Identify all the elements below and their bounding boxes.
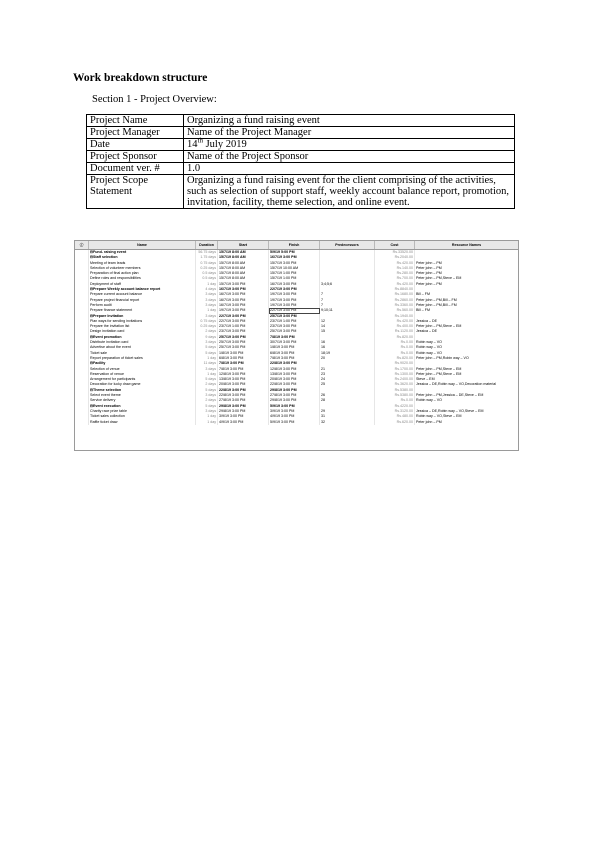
task-name[interactable]: Arrangement for participants [89, 377, 196, 382]
task-resources[interactable]: Peter john – PM,Robin way – VO [416, 355, 469, 360]
task-start[interactable]: 6/8/19 3:00 PM [218, 356, 269, 361]
task-predecessors[interactable]: 16 [320, 340, 375, 345]
task-duration[interactable]: 1 day [196, 356, 218, 361]
task-finish[interactable]: 19/7/19 3:00 PM [269, 298, 320, 303]
task-cost[interactable]: Rs.1680.00 [375, 292, 415, 297]
task-name[interactable]: Design invitation card [89, 329, 196, 334]
task-cost[interactable]: Rs.2400.00 [375, 377, 415, 382]
task-finish[interactable]: 25/7/19 3:00 PM [269, 314, 320, 319]
task-cost[interactable]: Rs.620.00 [375, 420, 415, 425]
task-predecessors[interactable]: 3;4;5;6 [320, 282, 375, 287]
task-cost[interactable]: Rs.700.00 [375, 276, 415, 281]
task-duration[interactable]: 1 day [196, 282, 218, 287]
task-predecessors[interactable]: 21 [320, 367, 375, 372]
task-name[interactable]: Meeting of team leads [89, 261, 196, 266]
project-overview-table [86, 114, 515, 209]
overview-value: Organizing a fund raising event [184, 115, 515, 127]
overview-label: Document ver. # [87, 163, 184, 175]
task-name[interactable]: ⊟Prepare Weekly account balance report [89, 287, 196, 292]
task-predecessors[interactable]: 20 [320, 356, 375, 361]
task-cost[interactable]: Rs.2860.00 [375, 298, 415, 303]
overview-value: Organizing a fund raising event for the client comprising of the activities, such as selection of support staff, weekly account balance report, promotion, invitation, facility, theme selection, and online event. [184, 175, 515, 209]
task-predecessors[interactable]: 7 [320, 298, 375, 303]
task-duration[interactable]: 5 days [196, 388, 218, 393]
task-name[interactable]: Perform audit [89, 303, 196, 308]
task-predecessors[interactable]: 25 [320, 382, 375, 387]
sheet-body [75, 250, 518, 425]
task-start[interactable]: 23/7/19 1:00 PM [218, 324, 269, 329]
task-name[interactable]: Plan ways for sending invitations [89, 319, 196, 324]
task-predecessors[interactable]: 28 [320, 398, 375, 403]
task-finish[interactable]: 15/7/19 1:00 PM [269, 276, 320, 281]
task-finish[interactable]: 22/7/19 3:00 PM [269, 308, 320, 313]
column-header-duration[interactable]: Duration [196, 241, 218, 249]
task-duration[interactable]: 0.75 days [196, 261, 218, 266]
overview-value: 1.0 [184, 163, 515, 175]
overview-label: Project Scope Statement [87, 175, 184, 209]
task-duration[interactable]: 3 days [196, 409, 218, 414]
task-cost[interactable]: Rs.420.00 [375, 282, 415, 287]
task-duration[interactable]: 1.75 days [196, 255, 218, 260]
overview-label: Project Name [87, 115, 184, 127]
task-start[interactable]: 15/7/19 8:00 AM [218, 266, 269, 271]
task-resources[interactable]: Peter john – PM,Steve – EM [416, 276, 462, 281]
overview-row [87, 175, 515, 209]
task-start[interactable]: 15/7/19 8:00 AM [218, 255, 269, 260]
info-icon[interactable]: ⓘ [75, 241, 89, 249]
task-cost[interactable]: Rs.0.00 [375, 398, 415, 403]
task-finish[interactable]: 15/7/19 1:00 PM [269, 271, 320, 276]
task-name[interactable]: Reservation of venue [89, 372, 196, 377]
task-duration[interactable]: 1 day [196, 414, 218, 419]
task-duration[interactable]: 5 days [196, 351, 218, 356]
task-finish[interactable]: 25/7/19 3:00 PM [269, 329, 320, 334]
task-start[interactable]: 16/7/19 3:00 PM [218, 298, 269, 303]
task-start[interactable]: 16/7/19 3:00 PM [218, 287, 269, 292]
task-name[interactable]: ⊟Event promotion [89, 335, 196, 340]
task-predecessors[interactable]: 32 [320, 420, 375, 425]
task-start[interactable]: 15/7/19 8:00 AM [218, 276, 269, 281]
task-resources[interactable]: Robin way – VO [416, 398, 442, 403]
overview-value: Name of the Project Manager [184, 127, 515, 139]
task-name[interactable]: Ticket sale [89, 351, 196, 356]
task-predecessors[interactable]: 26 [320, 393, 375, 398]
task-cost[interactable]: Rs.1700.00 [375, 367, 415, 372]
task-cost[interactable]: Rs.480.00 [375, 414, 415, 419]
task-cost[interactable]: Rs.140.00 [375, 266, 415, 271]
task-predecessors[interactable]: 14 [320, 324, 375, 329]
task-duration[interactable]: 1 day [196, 420, 218, 425]
task-predecessors[interactable]: 7 [320, 292, 375, 297]
document-title: Work breakdown structure [73, 72, 208, 84]
task-duration[interactable]: 1 day [196, 308, 218, 313]
task-finish[interactable]: 23/7/19 3:00 PM [269, 324, 320, 329]
task-name[interactable]: ⊟Theme selection [89, 388, 196, 393]
task-finish[interactable]: 19/7/19 3:00 PM [269, 303, 320, 308]
task-finish[interactable]: 15/7/19 3:00 PM [269, 261, 320, 266]
column-header-cost[interactable]: Cost [375, 241, 415, 249]
task-name[interactable]: Report preparation of ticket sales [89, 356, 196, 361]
overview-label: Project Sponsor [87, 151, 184, 163]
task-finish[interactable]: 5/9/19 5:00 PM [269, 250, 320, 255]
task-start[interactable]: 7/8/19 3:00 PM [218, 367, 269, 372]
task-resources[interactable]: Peter john – PM,Steve – EM [416, 366, 462, 371]
sheet-header-row [75, 241, 518, 250]
task-predecessors[interactable]: 9;10;11 [320, 308, 375, 313]
task-start[interactable]: 22/8/19 3:00 PM [218, 388, 269, 393]
task-finish[interactable]: 22/8/19 3:00 PM [269, 361, 320, 366]
task-cost[interactable]: Rs.5380.00 [375, 388, 415, 393]
task-cost[interactable]: Rs.2040.00 [375, 255, 415, 260]
task-resources[interactable]: Bill – FM [416, 308, 430, 313]
task-duration[interactable]: 9 days [196, 335, 218, 340]
task-predecessors[interactable]: 7 [320, 303, 375, 308]
task-name[interactable]: Selection of venue [89, 367, 196, 372]
table-row[interactable] [75, 420, 518, 425]
task-start[interactable]: 22/7/19 3:00 PM [218, 319, 269, 324]
task-duration[interactable]: 56.75 days [196, 250, 218, 255]
task-resources[interactable]: Robin way – VO [416, 340, 442, 345]
task-start[interactable]: 16/7/19 3:00 PM [218, 303, 269, 308]
task-start[interactable]: 23/7/19 3:00 PM [218, 329, 269, 334]
task-finish[interactable]: 30/7/19 3:00 PM [269, 340, 320, 345]
task-resources[interactable]: Robin way – VO [416, 350, 442, 355]
task-duration[interactable]: 4 days [196, 287, 218, 292]
task-cost[interactable]: Rs.8840.00 [375, 287, 415, 292]
project-schedule-sheet[interactable] [74, 240, 519, 451]
task-cost[interactable]: Rs.400.00 [375, 324, 415, 329]
task-predecessors[interactable]: 24 [320, 377, 375, 382]
task-finish[interactable]: 20/8/19 3:00 PM [269, 377, 320, 382]
task-predecessors[interactable]: 18;19 [320, 351, 375, 356]
task-finish[interactable]: 13/8/19 3:00 PM [269, 372, 320, 377]
task-resources[interactable]: Jessica – DE,Robin way – VO,Decoration material [416, 382, 497, 387]
task-start[interactable]: 29/8/19 3:00 PM [218, 409, 269, 414]
task-finish[interactable]: 22/8/19 3:00 PM [269, 382, 320, 387]
overview-value [184, 136, 515, 151]
task-name[interactable]: Deployment of staff [89, 282, 196, 287]
task-resources[interactable]: Peter john – PM [416, 281, 442, 286]
task-cost[interactable]: Rs.420.00 [375, 261, 415, 266]
task-start[interactable]: 22/8/19 3:00 PM [218, 393, 269, 398]
task-name[interactable]: Service delivery [89, 398, 196, 403]
overview-row [87, 151, 515, 163]
task-cost[interactable]: Rs.1120.00 [375, 329, 415, 334]
task-cost[interactable]: Rs.820.00 [375, 356, 415, 361]
task-start[interactable]: 12/8/19 3:00 PM [218, 372, 269, 377]
task-cost[interactable]: Rs.820.00 [375, 335, 415, 340]
task-predecessors[interactable]: 15 [320, 329, 375, 334]
task-start[interactable]: 16/7/19 3:00 PM [218, 292, 269, 297]
task-cost[interactable]: Rs.420.00 [375, 319, 415, 324]
task-finish[interactable]: 29/8/19 3:00 PM [269, 398, 320, 403]
task-start[interactable]: 25/7/19 3:00 PM [218, 335, 269, 340]
task-duration[interactable]: 3 days [196, 367, 218, 372]
task-name[interactable]: Prepare the invitation list [89, 324, 196, 329]
task-resources[interactable]: Peter john – PM [416, 265, 442, 270]
task-name[interactable]: ⊟Prepare Invitation [89, 314, 196, 319]
overview-label: Project Manager [87, 127, 184, 139]
task-start[interactable]: 29/8/19 3:00 PM [218, 404, 269, 409]
task-start[interactable]: 1/8/19 3:00 PM [218, 351, 269, 356]
overview-row [87, 127, 515, 139]
task-name[interactable]: Define roles and responsibilities [89, 276, 196, 281]
task-finish[interactable]: 29/8/19 3:00 PM [269, 388, 320, 393]
task-name[interactable]: Prepare current account balance [89, 292, 196, 297]
task-name[interactable]: Prepare project financial report [89, 298, 196, 303]
task-resources[interactable]: Steve – EM [416, 377, 435, 382]
task-finish[interactable]: 1/8/19 3:00 PM [269, 345, 320, 350]
task-duration[interactable]: 0.5 days [196, 276, 218, 281]
task-name[interactable]: Ticket sales collection [89, 414, 196, 419]
task-name[interactable]: Advertise about the event [89, 345, 196, 350]
task-resources[interactable]: Peter john – PM,Steve – EM [416, 324, 462, 329]
task-start[interactable]: 27/8/19 3:00 PM [218, 398, 269, 403]
task-predecessors[interactable]: 29 [320, 409, 375, 414]
task-duration[interactable]: 3 days [196, 340, 218, 345]
task-duration[interactable]: 5 days [196, 345, 218, 350]
task-cost[interactable]: Rs.3620.00 [375, 382, 415, 387]
task-resources[interactable]: Peter john – PM,Bill – FM [416, 302, 457, 307]
row-indicator [75, 420, 89, 425]
task-name[interactable]: ⊟Facility [89, 361, 196, 366]
column-header-predecessors[interactable]: Predecessors [320, 241, 375, 249]
task-cost[interactable]: Rs.0.00 [375, 340, 415, 345]
task-finish[interactable]: 4/9/19 3:00 PM [269, 414, 320, 419]
task-predecessors[interactable]: 23 [320, 372, 375, 377]
task-cost[interactable]: Rs.0.00 [375, 351, 415, 356]
task-cost[interactable]: Rs.0.00 [375, 345, 415, 350]
task-finish[interactable]: 5/9/19 3:00 PM [269, 420, 320, 425]
task-duration[interactable]: 2 days [196, 398, 218, 403]
task-cost[interactable]: Rs.3360.00 [375, 303, 415, 308]
task-name[interactable]: ⊟Fund- raising event [89, 250, 196, 255]
date-rest: July 2019 [202, 139, 247, 150]
task-finish[interactable]: 7/8/19 3:00 PM [269, 335, 320, 340]
task-cost[interactable]: Rs.280.00 [375, 271, 415, 276]
task-resources[interactable]: Robin way – VO,Steve – EM [416, 414, 462, 419]
task-resources[interactable]: Robin way – VO [416, 345, 442, 350]
task-start[interactable]: 25/7/19 3:00 PM [218, 345, 269, 350]
task-name[interactable]: Selection of volunteer members [89, 266, 196, 271]
task-start[interactable]: 3/9/19 3:00 PM [218, 414, 269, 419]
task-cost[interactable]: Rs.3120.00 [375, 409, 415, 414]
task-start[interactable]: 4/9/19 3:00 PM [218, 420, 269, 425]
task-duration[interactable]: 3 days [196, 292, 218, 297]
task-duration[interactable]: 5 days [196, 404, 218, 409]
task-name[interactable]: Distribute invitation card [89, 340, 196, 345]
task-name[interactable]: Raffle ticket draw [89, 420, 196, 425]
task-duration[interactable]: 1 day [196, 372, 218, 377]
overview-label: Date [87, 139, 184, 151]
column-header-resource-names[interactable]: Resource Names [451, 243, 482, 247]
column-header-start[interactable]: Start [218, 241, 269, 249]
task-resources[interactable]: Peter john – PM,Jessica – DE,Steve – EM [416, 393, 484, 398]
task-finish[interactable]: 23/7/19 1:00 PM [269, 319, 320, 324]
task-finish[interactable]: 16/7/19 3:00 PM [269, 255, 320, 260]
task-finish[interactable]: 16/7/19 3:00 PM [269, 282, 320, 287]
task-start[interactable]: 7/8/19 3:00 PM [218, 361, 269, 366]
task-resources[interactable]: Peter john – PM [416, 271, 442, 276]
task-finish[interactable]: 27/8/19 3:00 PM [269, 393, 320, 398]
task-duration[interactable]: 3 days [196, 298, 218, 303]
task-resources[interactable]: Peter john – PM [416, 419, 442, 424]
task-name[interactable]: Decoration for lucky draw game [89, 382, 196, 387]
date-day: 14 [187, 139, 198, 150]
task-resources[interactable]: Jessica – DE [416, 318, 437, 323]
task-cost[interactable]: Rs.4220.00 [375, 404, 415, 409]
task-name[interactable]: ⊟Event execution [89, 404, 196, 409]
task-start[interactable]: 22/7/19 3:00 PM [218, 314, 269, 319]
task-start[interactable]: 15/7/19 8:00 AM [218, 250, 269, 255]
task-predecessors[interactable]: 31 [320, 414, 375, 419]
task-duration[interactable]: 0.75 days [196, 319, 218, 324]
task-predecessors[interactable]: 16 [320, 345, 375, 350]
task-name[interactable]: Select event theme [89, 393, 196, 398]
task-finish[interactable]: 19/7/19 3:00 PM [269, 292, 320, 297]
task-duration[interactable]: 3 days [196, 393, 218, 398]
task-resources[interactable]: Jessica – DE,Robin way – VO,Steve – EM [416, 408, 484, 413]
task-finish[interactable]: 3/9/19 3:00 PM [269, 409, 320, 414]
column-header-name[interactable]: Name [89, 241, 196, 249]
task-cost[interactable]: Rs.1300.00 [375, 372, 415, 377]
task-duration[interactable]: 5 days [196, 377, 218, 382]
overview-value: Name of the Project Sponsor [184, 151, 515, 163]
task-duration[interactable]: 11 days [196, 361, 218, 366]
task-finish[interactable]: 7/8/19 3:00 PM [269, 356, 320, 361]
task-start[interactable]: 20/8/19 3:00 PM [218, 382, 269, 387]
task-resources[interactable]: Peter john – PM [416, 260, 442, 265]
task-duration[interactable]: 0.25 days [196, 324, 218, 329]
task-resources[interactable]: Bill – FM [416, 292, 430, 297]
date-suffix: th [197, 136, 203, 145]
task-finish[interactable]: 22/7/19 3:00 PM [269, 287, 320, 292]
overview-row [87, 115, 515, 127]
task-cost[interactable]: Rs.33520.00 [375, 250, 415, 255]
task-resources[interactable]: Peter john – PM,Bill – FM [416, 297, 457, 302]
task-finish[interactable]: 6/8/19 3:00 PM [269, 351, 320, 356]
task-start[interactable]: 13/8/19 3:00 PM [218, 377, 269, 382]
task-duration[interactable]: 2 days [196, 382, 218, 387]
task-start[interactable]: 15/7/19 3:00 PM [218, 282, 269, 287]
task-duration[interactable]: 0.25 days [196, 266, 218, 271]
task-resources[interactable]: Peter john – PM,Steve – EM [416, 371, 462, 376]
task-name[interactable]: Prepare finance statement [89, 308, 196, 313]
task-name[interactable]: Charity race prize table [89, 409, 196, 414]
task-duration[interactable]: 0.5 days [196, 271, 218, 276]
task-finish[interactable]: 15/7/19 10:00 AM [269, 266, 320, 271]
task-finish[interactable]: 5/9/19 3:00 PM [269, 404, 320, 409]
task-start[interactable]: 15/7/19 8:00 AM [218, 271, 269, 276]
task-resources[interactable]: Jessica – DE [416, 329, 437, 334]
task-cost[interactable]: Rs.1940.00 [375, 314, 415, 319]
task-cost[interactable]: Rs.560.00 [375, 308, 415, 313]
column-header-finish[interactable]: Finish [269, 241, 320, 249]
task-cost[interactable]: Rs.9020.00 [375, 361, 415, 366]
task-duration[interactable]: 2 days [196, 329, 218, 334]
overview-row [87, 163, 515, 175]
task-cost[interactable]: Rs.5380.00 [375, 393, 415, 398]
task-start[interactable]: 19/7/19 3:00 PM [218, 308, 269, 313]
task-name[interactable]: Preparation of final action plan [89, 271, 196, 276]
task-duration[interactable]: 3 days [196, 314, 218, 319]
task-duration[interactable]: 3 days [196, 303, 218, 308]
task-name[interactable]: ⊟Staff selection [89, 255, 196, 260]
section-heading: Section 1 - Project Overview: [92, 94, 217, 105]
task-finish[interactable]: 12/8/19 3:00 PM [269, 367, 320, 372]
task-predecessors[interactable]: 12 [320, 319, 375, 324]
overview-row [87, 139, 515, 151]
task-start[interactable]: 25/7/19 3:00 PM [218, 340, 269, 345]
task-start[interactable]: 15/7/19 8:00 AM [218, 261, 269, 266]
